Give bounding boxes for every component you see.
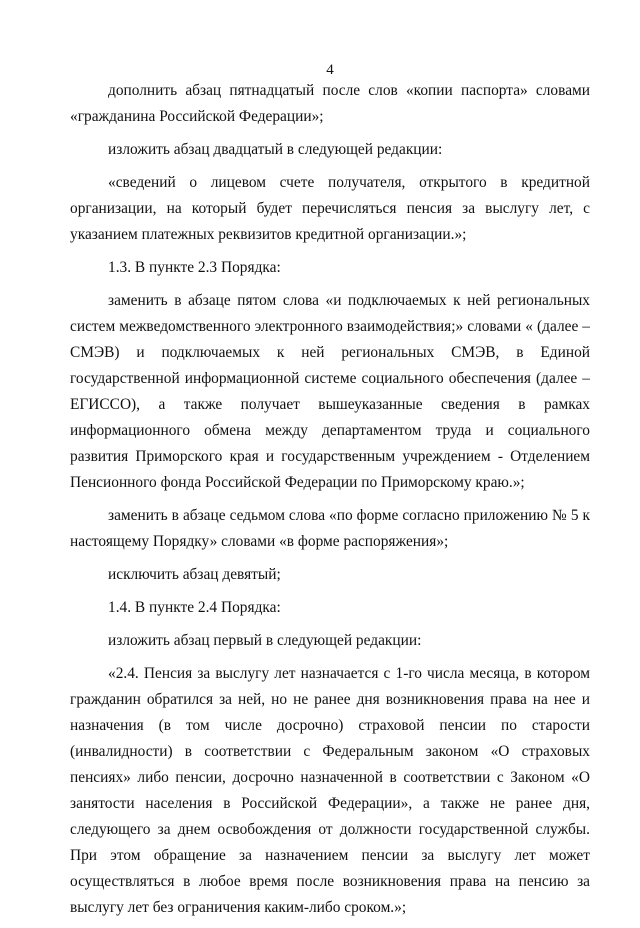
section-heading-1-3: 1.3. В пункте 2.3 Порядка: — [108, 259, 281, 276]
paragraph-delete-ninth: исключить абзац девятый; — [108, 566, 281, 583]
section-heading-1-4: 1.4. В пункте 2.4 Порядка: — [108, 599, 281, 616]
document-body — [70, 78, 590, 928]
paragraph-restate-twentieth: изложить абзац двадцатый в следующей редакции: — [108, 141, 443, 158]
page-number: 4 — [326, 62, 334, 78]
paragraph-replace-fifth: заменить в абзаце пятом слова «и подключаемых к ней региональных систем межведомственного электронного взаимодействия;» словами « (далее – СМЭВ) и подключаемых к ней региональных СМЭВ, в Единой государственной информационной системе социального обеспечения (далее – ЕГИССО), а также получает вышеуказанные сведения в рамках информационного обмена между департаментом труда и социального развития Приморского края и государственным учреждением - Отделением Пенсионного фонда Российской Федерации по Приморскому краю.»; — [70, 292, 590, 491]
paragraph-restate-first: изложить абзац первый в следующей редакции: — [108, 632, 422, 649]
paragraph-pension-clause-quote: «2.4. Пенсия за выслугу лет назначается с 1-го числа месяца, в котором гражданин обратился за ней, но не ранее дня возникновения права на нее и назначения (в том числе досрочно) страховой пенсии по старости (инвалидности) в соответствии с Федеральным законом «О страховых пенсиях» либо пенсии, досрочно назначенной в соответствии с Законом «О занятости населения в Российской Федерации», а также не ранее дня, следующего за днем освобождения от должности государственной службы. При этом обращение за назначением пенсии за выслугу лет может осуществляться в любое время после возникновения права на пенсию за выслугу лет без ограничения каким-либо сроком.»; — [70, 665, 590, 916]
paragraph-replace-seventh: заменить в абзаце седьмом слова «по форме согласно приложению № 5 к настоящему Порядку» словами «в форме распоряжения»; — [70, 507, 590, 550]
paragraph-amend-fifteenth: дополнить абзац пятнадцатый после слов «копии паспорта» словами «гражданина Российской Федерации»; — [70, 82, 590, 125]
paragraph-account-details-quote: «сведений о лицевом счете получателя, открытого в кредитной организации, на который будет перечисляться пенсия за выслугу лет, с указанием платежных реквизитов кредитной организации.»; — [70, 174, 590, 243]
